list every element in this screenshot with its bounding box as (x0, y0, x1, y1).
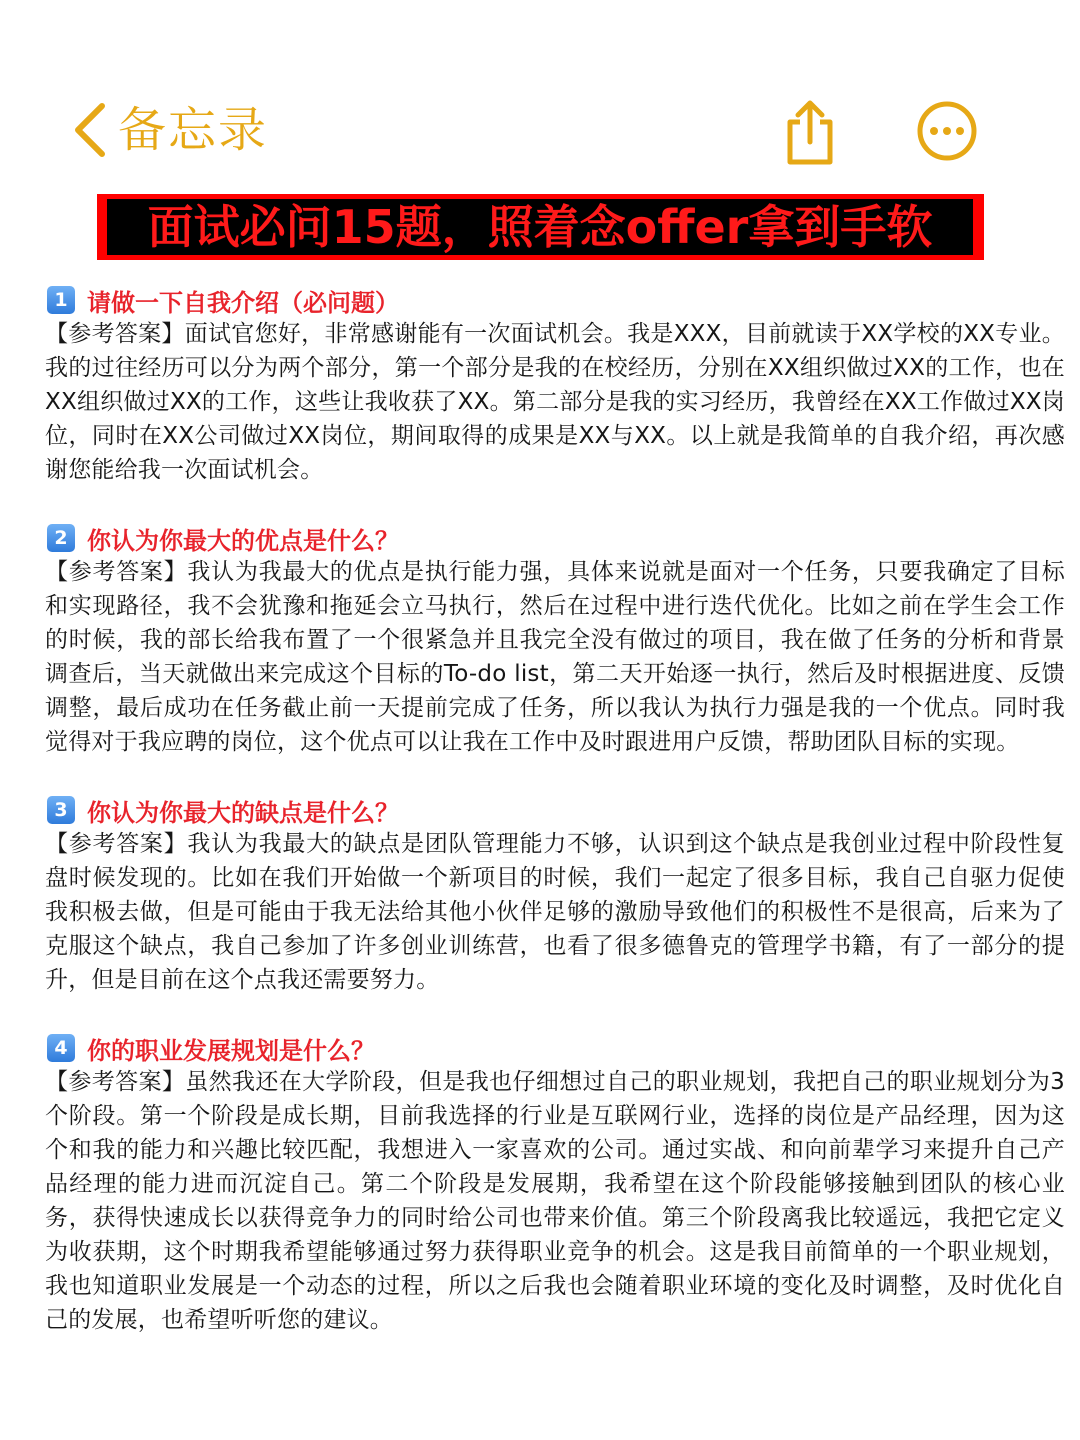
share-icon (782, 96, 838, 168)
answer-text: 【参考答案】我认为我最大的优点是执行能力强，具体来说就是面对一个任务，只要我确定了目标和实现路径，我不会犹豫和拖延会立马执行，然后在过程中进行迭代优化。比如之前在学生会工作的时候，我的部长给我布置了一个很紧急并且我完全没有做过的项目，我在做了任务的分析和背景调查后，当天就做出来完成这个目标的To-do list，第二天开始逐一执行，然后及时根据进度、反馈调整，最后成功在任务截止前一天提前完成了任务，所以我认为执行力强是我的一个优点。同时我觉得对于我应聘的岗位，这个优点可以让我在工作中及时跟进用户反馈，帮助团队目标的实现。 (45, 559, 1065, 755)
page-title: 面试必问15题，照着念offer拿到手软 (147, 200, 933, 254)
number-badge-icon: 1 (47, 286, 75, 314)
question-text: 你的职业发展规划是什么？ (87, 1036, 375, 1065)
question-4 (45, 1031, 1065, 1065)
number-badge-icon: 3 (47, 796, 75, 824)
navigation-bar (0, 88, 1080, 172)
number-badge-icon: 4 (47, 1034, 75, 1062)
answer-text: 【参考答案】我认为我最大的缺点是团队管理能力不够，认识到这个缺点是我创业过程中阶段性复盘时候发现的。比如在我们开始做一个新项目的时候，我们一起定了很多目标，我自己自驱力促使我积极去做，但是可能由于我无法给其他小伙伴足够的激励导致他们的积极性不是很高，后来为了克服这个缺点，我自己参加了许多创业训练营，也看了很多德鲁克的管理学书籍，有了一部分的提升，但是目前在这个点我还需要努力。 (45, 831, 1065, 993)
question-text: 请做一下自我介绍（必问题） (87, 288, 399, 317)
back-button[interactable] (70, 88, 268, 172)
answer-text: 【参考答案】面试官您好，非常感谢能有一次面试机会。我是XXX，目前就读于XX学校的XX专业。我的过往经历可以分为两个部分，第一个部分是我的在校经历，分别在XX组织做过XX的工作，也在XX组织做过XX的工作，这些让我收获了XX。第二部分是我的实习经历，我曾经在XX工作做过XX岗位，同时在XX公司做过XX岗位，期间取得的成果是XX与XX。以上就是我简单的自我介绍，再次感谢您能给我一次面试机会。 (45, 321, 1065, 483)
chevron-left-icon (70, 100, 110, 160)
question-text: 你认为你最大的优点是什么？ (87, 526, 399, 555)
qa-section-3 (45, 793, 1065, 997)
qa-section-1 (45, 283, 1065, 487)
more-button[interactable] (916, 100, 978, 162)
qa-section-2 (45, 521, 1065, 759)
back-label: 备忘录 (118, 102, 269, 158)
answer-text: 【参考答案】虽然我还在大学阶段，但是我也仔细想过自己的职业规划，我把自己的职业规划分为3个阶段。第一个阶段是成长期，目前我选择的行业是互联网行业，选择的岗位是产品经理，因为这个和我的能力和兴趣比较匹配，我想进入一家喜欢的公司。通过实战、和向前辈学习来提升自己产品经理的能力进而沉淀自己。第二个阶段是发展期，我希望在这个阶段能够接触到团队的核心业务，获得快速成长以获得竞争力的同时给公司也带来价值。第三个阶段离我比较遥远，我把它定义为收获期，这个时期我希望能够通过努力获得职业竞争的机会。这是我目前简单的一个职业规划，我也知道职业发展是一个动态的过程，所以之后我也会随着职业环境的变化及时调整，及时优化自己的发展，也希望听听您的建议。 (45, 1069, 1065, 1333)
title-banner (97, 194, 984, 260)
share-button[interactable] (782, 96, 838, 168)
note-content[interactable] (45, 283, 1065, 1371)
title-inner (107, 199, 973, 255)
number-badge-icon: 2 (47, 524, 75, 552)
question-text: 你认为你最大的缺点是什么？ (87, 798, 399, 827)
question-3 (45, 793, 1065, 827)
question-2 (45, 521, 1065, 555)
ellipsis-circle-icon (916, 100, 978, 162)
qa-section-4 (45, 1031, 1065, 1337)
question-1 (45, 283, 1065, 317)
